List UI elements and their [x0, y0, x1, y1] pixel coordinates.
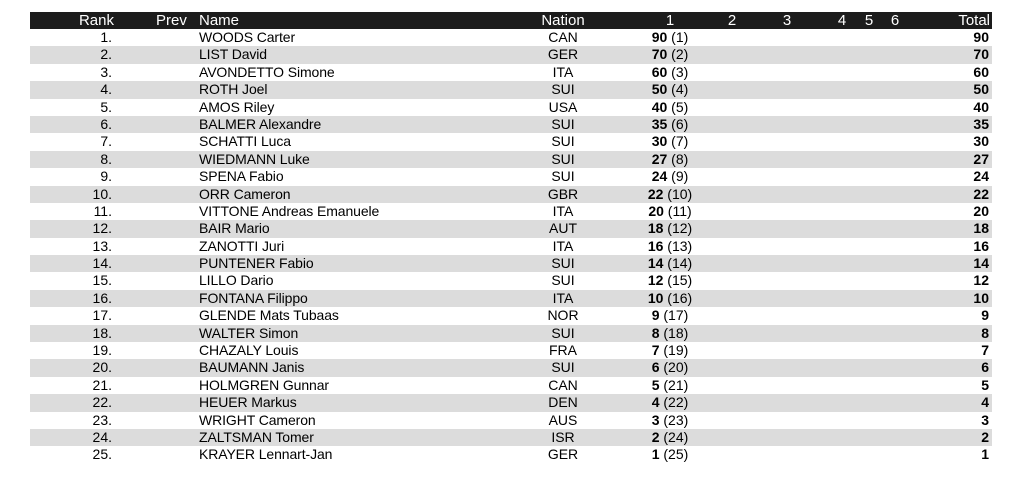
race-1-cell [630, 429, 710, 446]
rank-cell: 20. [92, 359, 112, 376]
rank-cell: 1. [100, 29, 112, 45]
race-1-result [652, 377, 689, 394]
nation-cell: FRA [549, 342, 577, 359]
race-1-result [648, 203, 691, 220]
nation-cell: CAN [548, 376, 578, 393]
table-row[interactable] [30, 81, 992, 98]
race-1-cell [630, 99, 710, 116]
athlete-name: AVONDETTO Simone [199, 63, 335, 80]
race-1-cell [630, 377, 710, 394]
athlete-name: AMOS Riley [199, 98, 275, 115]
race-1-position: (8) [671, 150, 689, 167]
athlete-name: BALMER Alexandre [199, 115, 322, 132]
total-cell: 16 [973, 237, 989, 254]
race-1-position: (12) [667, 220, 693, 237]
rank-cell: 21. [92, 376, 112, 393]
nation-cell: USA [548, 98, 578, 115]
rank-cell: 5. [100, 98, 112, 115]
race-1-cell [630, 255, 710, 272]
rank-cell: 12. [92, 220, 112, 237]
table-row[interactable] [30, 99, 992, 116]
race-1-result [652, 394, 689, 411]
nation-cell: ITA [552, 63, 574, 80]
nation-cell: ITA [552, 202, 574, 219]
race-1-position: (17) [663, 307, 689, 324]
race-1-position: (21) [663, 376, 689, 393]
race-1-points: 2 [651, 428, 660, 445]
total-cell: 3 [981, 411, 989, 428]
table-row[interactable] [30, 186, 992, 203]
nation-cell: SUI [551, 168, 575, 185]
nation-cell: SUI [551, 150, 575, 167]
athlete-name: HEUER Markus [199, 394, 297, 411]
rank-cell: 6. [100, 115, 112, 132]
total-cell: 40 [973, 98, 989, 115]
total-cell: 90 [973, 29, 989, 45]
rank-cell: 3. [100, 63, 112, 80]
table-row[interactable] [30, 342, 992, 359]
table-row[interactable] [30, 238, 992, 255]
nation-cell: SUI [551, 133, 575, 150]
nation-cell: SUI [551, 359, 575, 376]
nation-cell: ITA [552, 237, 574, 254]
race-1-points: 7 [651, 342, 660, 359]
total-cell: 2 [981, 428, 989, 445]
header-race-6[interactable]: 6 [890, 12, 900, 29]
race-1-points: 18 [647, 220, 664, 237]
race-1-position: (23) [663, 411, 689, 428]
nation-cell: NOR [547, 307, 579, 324]
race-1-points: 70 [651, 46, 668, 63]
athlete-name: ROTH Joel [199, 81, 268, 98]
race-1-cell [630, 412, 710, 429]
race-1-result [652, 325, 689, 342]
total-cell: 8 [981, 324, 989, 341]
header-race-4[interactable]: 4 [837, 12, 847, 29]
race-1-position: (5) [671, 98, 689, 115]
rank-cell: 2. [100, 46, 112, 63]
race-1-position: (20) [663, 359, 689, 376]
athlete-name: BAUMANN Janis [199, 359, 305, 376]
race-1-points: 30 [651, 133, 668, 150]
race-1-result [652, 446, 689, 463]
race-1-position: (13) [667, 237, 693, 254]
athlete-name: KRAYER Lennart-Jan [199, 446, 333, 463]
race-1-points: 12 [647, 272, 664, 289]
race-1-position: (6) [671, 115, 689, 132]
rank-cell: 14. [92, 255, 112, 272]
race-1-cell [630, 116, 710, 133]
race-1-position: (10) [667, 185, 693, 202]
rank-cell: 4. [100, 81, 112, 98]
race-1-points: 20 [648, 202, 664, 219]
nation-cell: CAN [548, 29, 578, 45]
race-1-position: (16) [667, 289, 693, 306]
race-1-cell [630, 238, 710, 255]
race-1-points: 35 [651, 115, 668, 132]
athlete-name: LILLO Dario [199, 272, 274, 289]
nation-cell: AUT [549, 220, 577, 237]
race-1-points: 27 [651, 150, 668, 167]
race-1-position: (9) [671, 168, 689, 185]
total-cell: 7 [981, 342, 989, 359]
race-1-position: (11) [667, 202, 692, 219]
race-1-position: (14) [667, 255, 693, 272]
table-row[interactable] [30, 151, 992, 168]
race-1-cell [630, 220, 710, 237]
standings-table [30, 12, 992, 464]
race-1-result [652, 46, 689, 63]
nation-cell: GER [547, 446, 579, 463]
race-1-points: 5 [651, 376, 660, 393]
total-cell: 14 [973, 255, 989, 272]
race-1-position: (1) [671, 29, 689, 45]
nation-cell: SUI [551, 81, 575, 98]
table-row[interactable] [30, 255, 992, 272]
race-1-cell [630, 46, 710, 63]
race-1-position: (25) [663, 446, 689, 463]
table-row[interactable] [30, 64, 992, 81]
race-1-points: 50 [651, 81, 668, 98]
race-1-position: (18) [663, 324, 689, 341]
athlete-name: WRIGHT Cameron [199, 411, 316, 428]
rank-cell: 25. [92, 446, 112, 463]
table-row[interactable] [30, 133, 992, 150]
athlete-name: WALTER Simon [199, 324, 299, 341]
race-1-result [648, 272, 692, 289]
race-1-position: (22) [663, 394, 689, 411]
rank-cell: 17. [92, 307, 112, 324]
race-1-points: 9 [651, 307, 660, 324]
race-1-points: 40 [651, 98, 668, 115]
athlete-name: LIST David [199, 46, 267, 63]
nation-cell: DEN [548, 394, 578, 411]
race-1-result [652, 342, 689, 359]
race-1-cell [630, 186, 710, 203]
race-1-result [652, 81, 689, 98]
race-1-result [652, 307, 689, 324]
race-1-result [648, 238, 692, 255]
total-cell: 70 [973, 46, 989, 63]
race-1-position: (24) [663, 428, 689, 445]
athlete-name: BAIR Mario [199, 220, 270, 237]
race-1-position: (19) [663, 342, 689, 359]
nation-cell: ITA [552, 289, 574, 306]
header-race-1[interactable]: 1 [665, 12, 675, 29]
header-nation[interactable]: Nation [541, 12, 585, 29]
table-row[interactable] [30, 290, 992, 307]
athlete-name: HOLMGREN Gunnar [199, 376, 329, 393]
race-1-points: 14 [647, 255, 664, 272]
race-1-cell [630, 446, 710, 463]
table-row[interactable] [30, 29, 992, 46]
rank-cell: 23. [92, 411, 112, 428]
athlete-name: ZANOTTI Juri [199, 237, 285, 254]
race-1-points: 3 [651, 411, 660, 428]
table-header [30, 12, 992, 29]
nation-cell: GER [547, 46, 579, 63]
nation-cell: SUI [551, 255, 575, 272]
rank-cell: 15. [92, 272, 112, 289]
race-1-points: 16 [647, 237, 664, 254]
total-cell: 9 [981, 307, 989, 324]
athlete-name: PUNTENER Fabio [199, 255, 314, 272]
race-1-result [652, 99, 689, 116]
race-1-cell [630, 168, 710, 185]
race-1-cell [630, 151, 710, 168]
table-row[interactable] [30, 203, 992, 220]
table-row[interactable] [30, 307, 992, 324]
total-cell: 22 [973, 185, 989, 202]
race-1-result [652, 133, 689, 150]
race-1-result [648, 220, 692, 237]
race-1-result [652, 429, 689, 446]
race-1-cell [630, 325, 710, 342]
race-1-cell [630, 64, 710, 81]
total-cell: 1 [981, 446, 989, 463]
table-body [30, 29, 992, 464]
athlete-name: FONTANA Filippo [199, 289, 308, 306]
race-1-points: 6 [651, 359, 660, 376]
rank-cell: 10. [92, 185, 112, 202]
race-1-points: 10 [647, 289, 664, 306]
table-row[interactable] [30, 325, 992, 342]
athlete-name: SPENA Fabio [199, 168, 284, 185]
race-1-cell [630, 359, 710, 376]
table-row[interactable] [30, 46, 992, 63]
race-1-cell [630, 133, 710, 150]
nation-cell: SUI [551, 272, 575, 289]
race-1-cell [630, 272, 710, 289]
total-cell: 27 [973, 150, 989, 167]
race-1-cell [630, 81, 710, 98]
total-cell: 60 [973, 63, 989, 80]
race-1-cell [630, 29, 710, 46]
header-race-3[interactable]: 3 [782, 12, 792, 29]
race-1-position: (15) [667, 272, 693, 289]
rank-cell: 11. [93, 202, 112, 219]
race-1-points: 22 [647, 185, 664, 202]
total-cell: 4 [981, 394, 989, 411]
race-1-result [652, 359, 689, 376]
total-cell: 18 [973, 220, 989, 237]
athlete-name: ZALTSMAN Tomer [199, 428, 314, 445]
rank-cell: 9. [100, 168, 112, 185]
table-row[interactable] [30, 429, 992, 446]
race-1-cell [630, 203, 710, 220]
rank-cell: 7. [100, 133, 112, 150]
race-1-points: 1 [651, 446, 660, 463]
race-1-result [648, 186, 692, 203]
race-1-cell [630, 394, 710, 411]
header-name[interactable]: Name [199, 12, 240, 29]
race-1-result [652, 116, 689, 133]
header-race-2[interactable]: 2 [727, 12, 737, 29]
header-total[interactable]: Total [958, 12, 990, 29]
athlete-name: GLENDE Mats Tubaas [199, 307, 339, 324]
rank-cell: 18. [92, 324, 112, 341]
race-1-position: (2) [671, 46, 689, 63]
athlete-name: WIEDMANN Luke [199, 150, 310, 167]
athlete-name: WOODS Carter [199, 29, 296, 45]
total-cell: 5 [981, 376, 989, 393]
table-row[interactable] [30, 394, 992, 411]
athlete-name: ORR Cameron [199, 185, 291, 202]
header-rank[interactable]: Rank [78, 12, 114, 29]
rank-cell: 13. [92, 237, 112, 254]
race-1-points: 60 [651, 63, 668, 80]
race-1-result [652, 29, 689, 46]
athlete-name: SCHATTI Luca [199, 133, 291, 150]
race-1-result [652, 412, 689, 429]
table-row[interactable] [30, 446, 992, 463]
header-prev[interactable]: Prev [156, 12, 187, 29]
race-1-cell [630, 290, 710, 307]
race-1-result [652, 168, 689, 185]
rank-cell: 22. [92, 394, 112, 411]
nation-cell: ISR [551, 428, 575, 445]
race-1-position: (4) [671, 81, 689, 98]
nation-cell: GBR [547, 185, 579, 202]
header-race-5[interactable]: 5 [864, 12, 874, 29]
rank-cell: 8. [100, 150, 112, 167]
race-1-points: 8 [651, 324, 660, 341]
total-cell: 35 [973, 115, 989, 132]
race-1-points: 90 [651, 29, 668, 45]
rank-cell: 19. [92, 342, 112, 359]
table-row[interactable] [30, 359, 992, 376]
rank-cell: 16. [92, 289, 112, 306]
nation-cell: SUI [551, 324, 575, 341]
race-1-position: (3) [671, 63, 689, 80]
race-1-points: 4 [651, 394, 660, 411]
race-1-result [652, 64, 689, 81]
athlete-name: VITTONE Andreas Emanuele [199, 202, 380, 219]
total-cell: 24 [973, 168, 989, 185]
race-1-cell [630, 307, 710, 324]
nation-cell: SUI [551, 115, 575, 132]
rank-cell: 24. [92, 428, 112, 445]
nation-cell: AUS [548, 411, 578, 428]
race-1-result [652, 151, 689, 168]
total-cell: 30 [973, 133, 989, 150]
race-1-cell [630, 342, 710, 359]
race-1-result [648, 255, 692, 272]
race-1-points: 24 [651, 168, 668, 185]
table-row[interactable] [30, 168, 992, 185]
table-row[interactable] [30, 412, 992, 429]
table-row[interactable] [30, 220, 992, 237]
total-cell: 20 [973, 202, 989, 219]
table-row[interactable] [30, 116, 992, 133]
race-1-result [648, 290, 692, 307]
total-cell: 50 [973, 81, 989, 98]
total-cell: 10 [973, 289, 989, 306]
athlete-name: CHAZALY Louis [199, 342, 299, 359]
table-row[interactable] [30, 377, 992, 394]
total-cell: 12 [973, 272, 989, 289]
race-1-position: (7) [671, 133, 689, 150]
total-cell: 6 [981, 359, 989, 376]
table-row[interactable] [30, 272, 992, 289]
